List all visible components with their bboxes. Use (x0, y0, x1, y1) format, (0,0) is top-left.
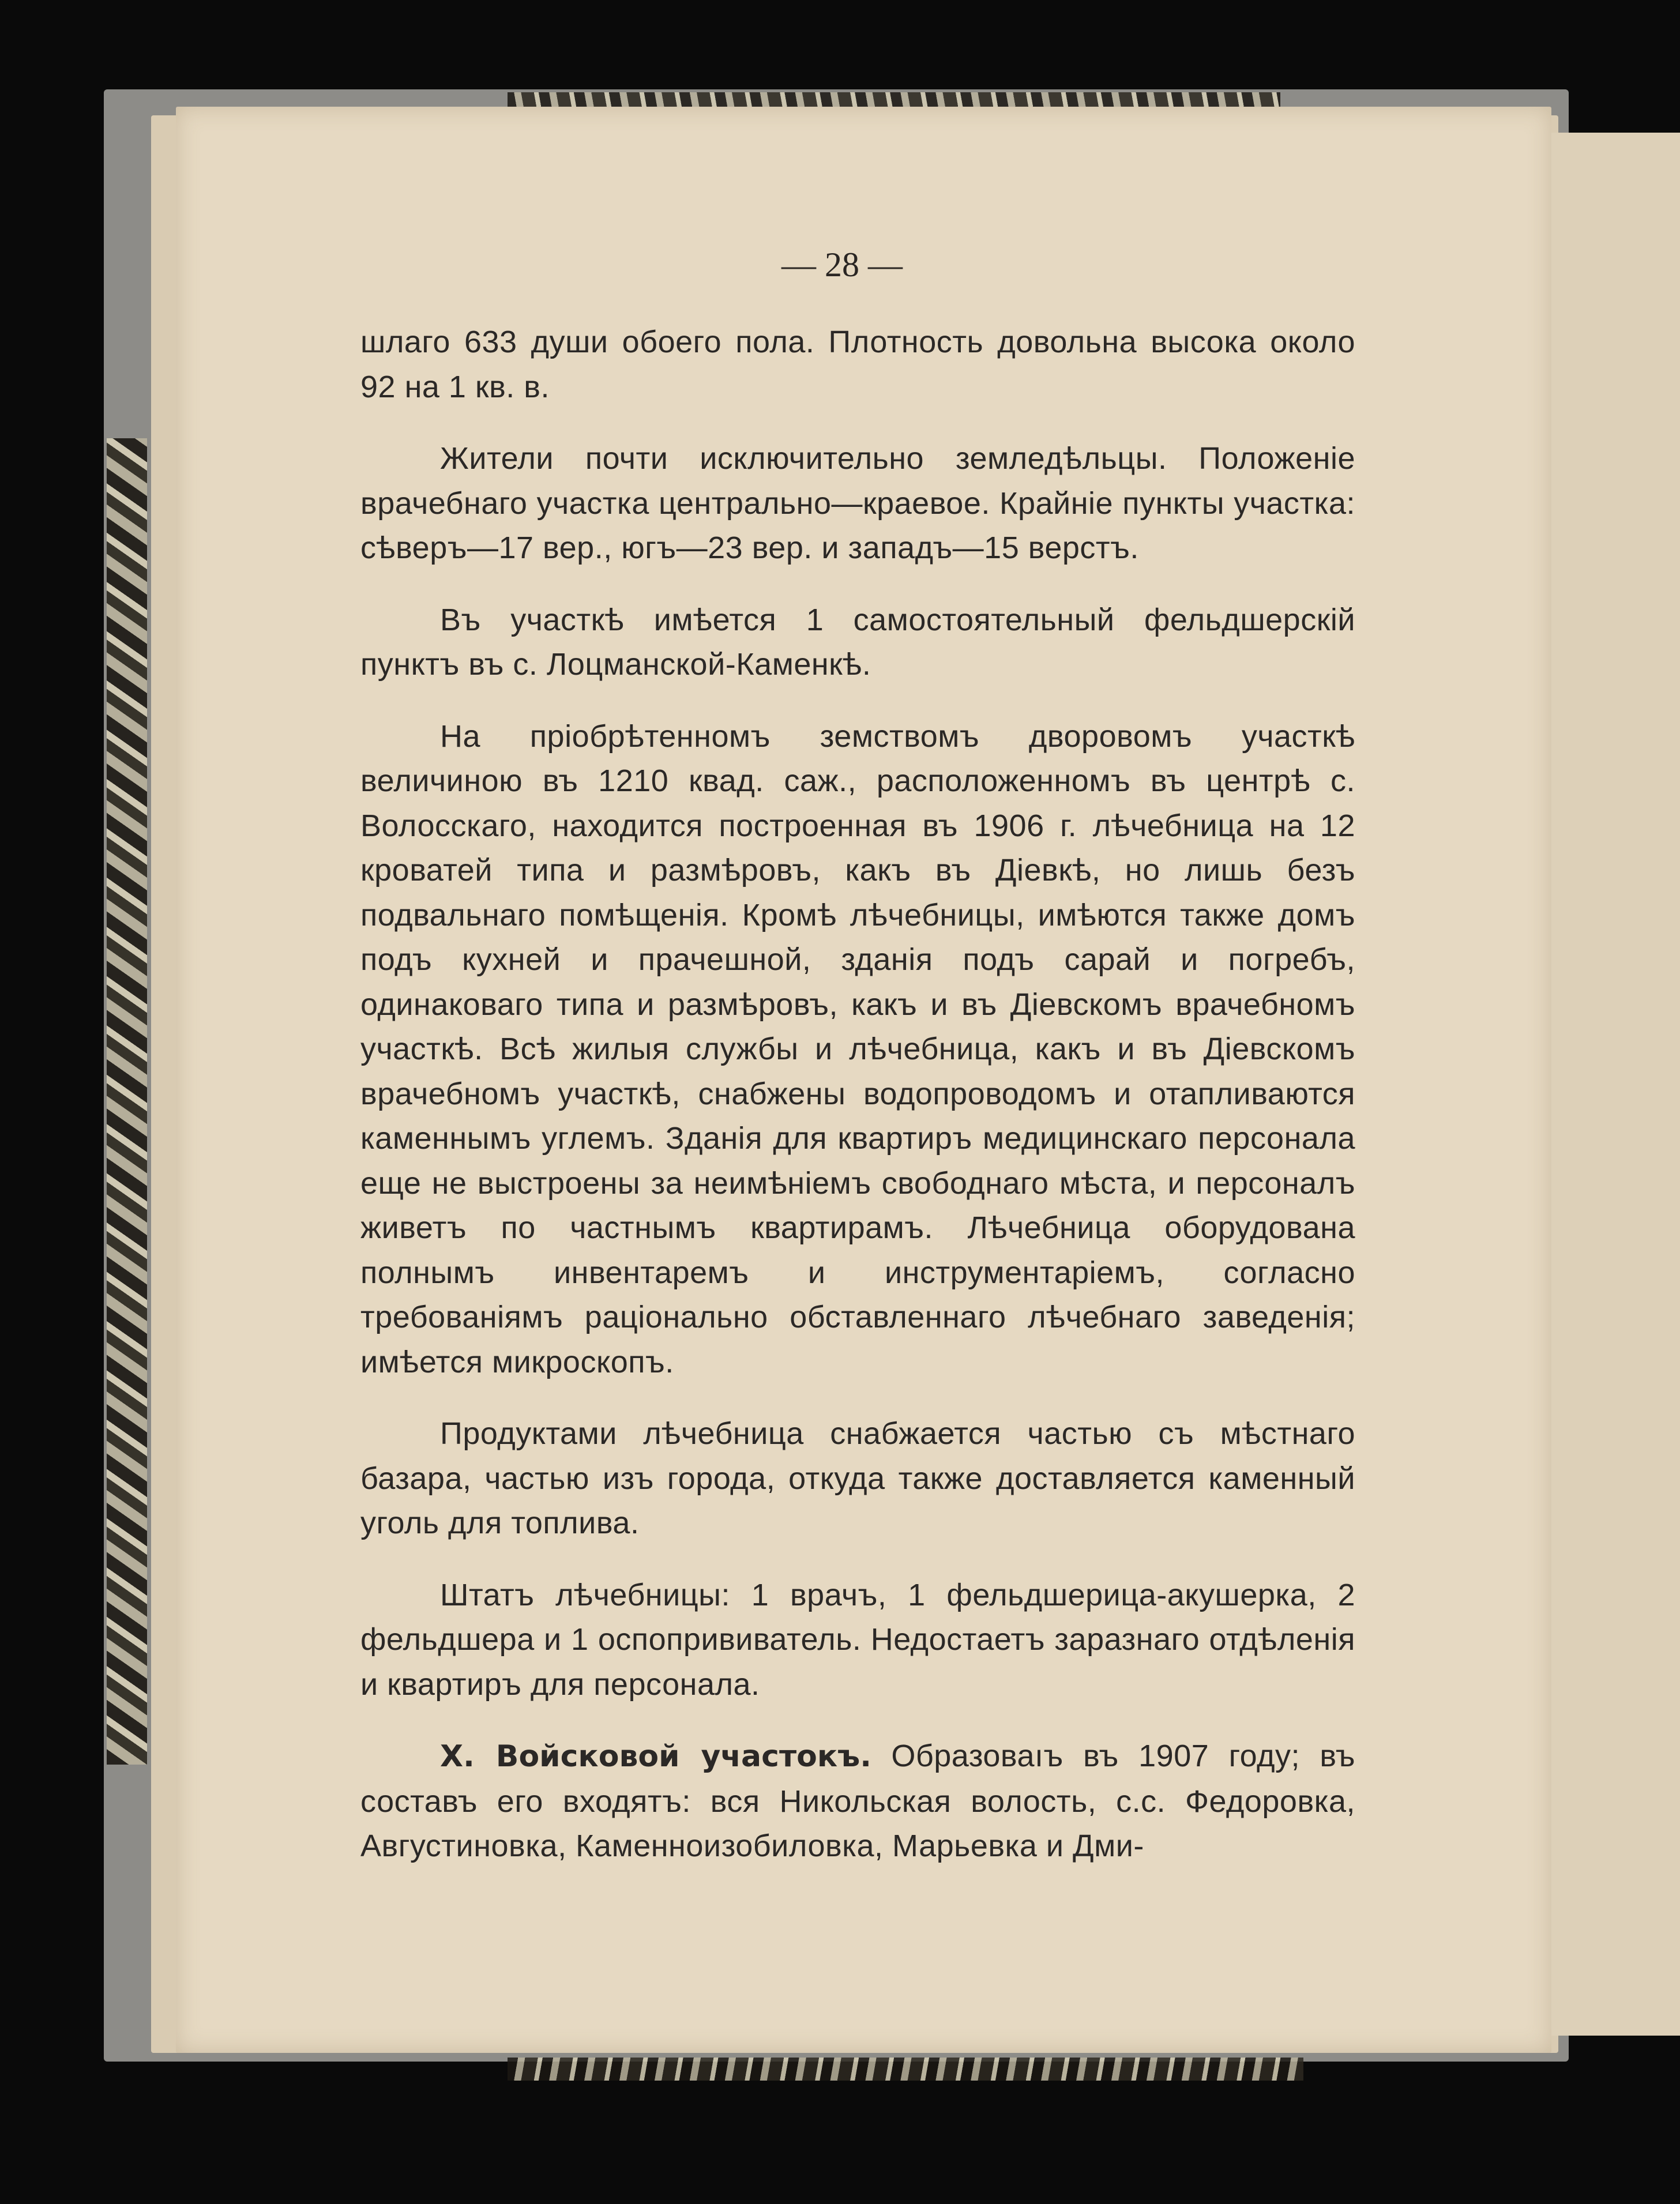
paragraph-3: Въ участкѣ имѣется 1 самостоятельный фельдшерскiй пунктъ въ с. Лоцманской-Каменкѣ. (360, 602, 1355, 682)
marbled-cover-bottom (508, 2058, 1303, 2081)
facing-page-edge (1547, 133, 1680, 2036)
section-text: Образоваıъ въ 1907 году; въ составъ его входятъ: вся Никольская волость, с.с. Федоровка, Августиновка, Каменноизобиловка, Марьевка и Дми- (360, 1739, 1355, 1863)
page-text (360, 320, 1355, 1896)
paragraph-1: шлаго 633 души обоего пола. Плотность довольна высока около 92 на 1 кв. в. (360, 325, 1355, 404)
paragraph-5: Продуктами лѣчебница снабжается частью съ мѣстнаго базара, частью изъ города, откуда также доставляется каменный уголь для топлива. (360, 1416, 1355, 1540)
paragraph-2: Жители почти исключительно земледѣльцы. Положенiе врачебнаго участка центрально—краевое. Крайнiе пункты участка: сѣверъ—17 вер., югъ—23 вер. и западъ—15 верстъ. (360, 441, 1355, 565)
paragraph-6: Штатъ лѣчебницы: 1 врачъ, 1 фельдшерица-акушерка, 2 фельдшера и 1 оспопрививатель. Недостаетъ заразнаго отдѣленiя и квартиръ для персонала. (360, 1577, 1355, 1702)
marbled-cover-left (107, 438, 147, 1765)
section-heading: X. Войсковой участокъ. (440, 1739, 871, 1774)
page-number: — 28 — (781, 246, 903, 284)
section-paragraph (360, 1734, 1355, 1869)
paragraph-4: На прiобрѣтенномъ земствомъ дворовомъ участкѣ величиною въ 1210 квад. саж., расположенномъ въ центрѣ с. Волосскаго, находится построенная въ 1906 г. лѣчебница на 12 кроватей типа и размѣровъ, какъ въ Дiевкѣ, но лишь безъ подвальнаго помѣщенiя. Кромѣ лѣчебницы, имѣются также домъ подъ кухней и прачешной, зданiя подъ сарай и погребъ, одинаковаго типа и размѣровъ, какъ и въ Дiевскомъ врачебномъ участкѣ. Всѣ жилыя службы и лѣчебница, какъ и въ Дiевскомъ врачебномъ участкѣ, снабжены водопроводомъ и отапливаются каменнымъ углемъ. Зданiя для квартиръ медицинскаго персонала еще не выстроены за неимѣнiемъ свободнаго мѣста, и персоналъ живетъ по частнымъ квартирамъ. Лѣчебница оборудована полнымъ инвентаремъ и инструментарiемъ, согласно требованiямъ рацiонально обставленнаго лѣчебнаго заведенiя; имѣется микроскопъ. (360, 719, 1355, 1379)
